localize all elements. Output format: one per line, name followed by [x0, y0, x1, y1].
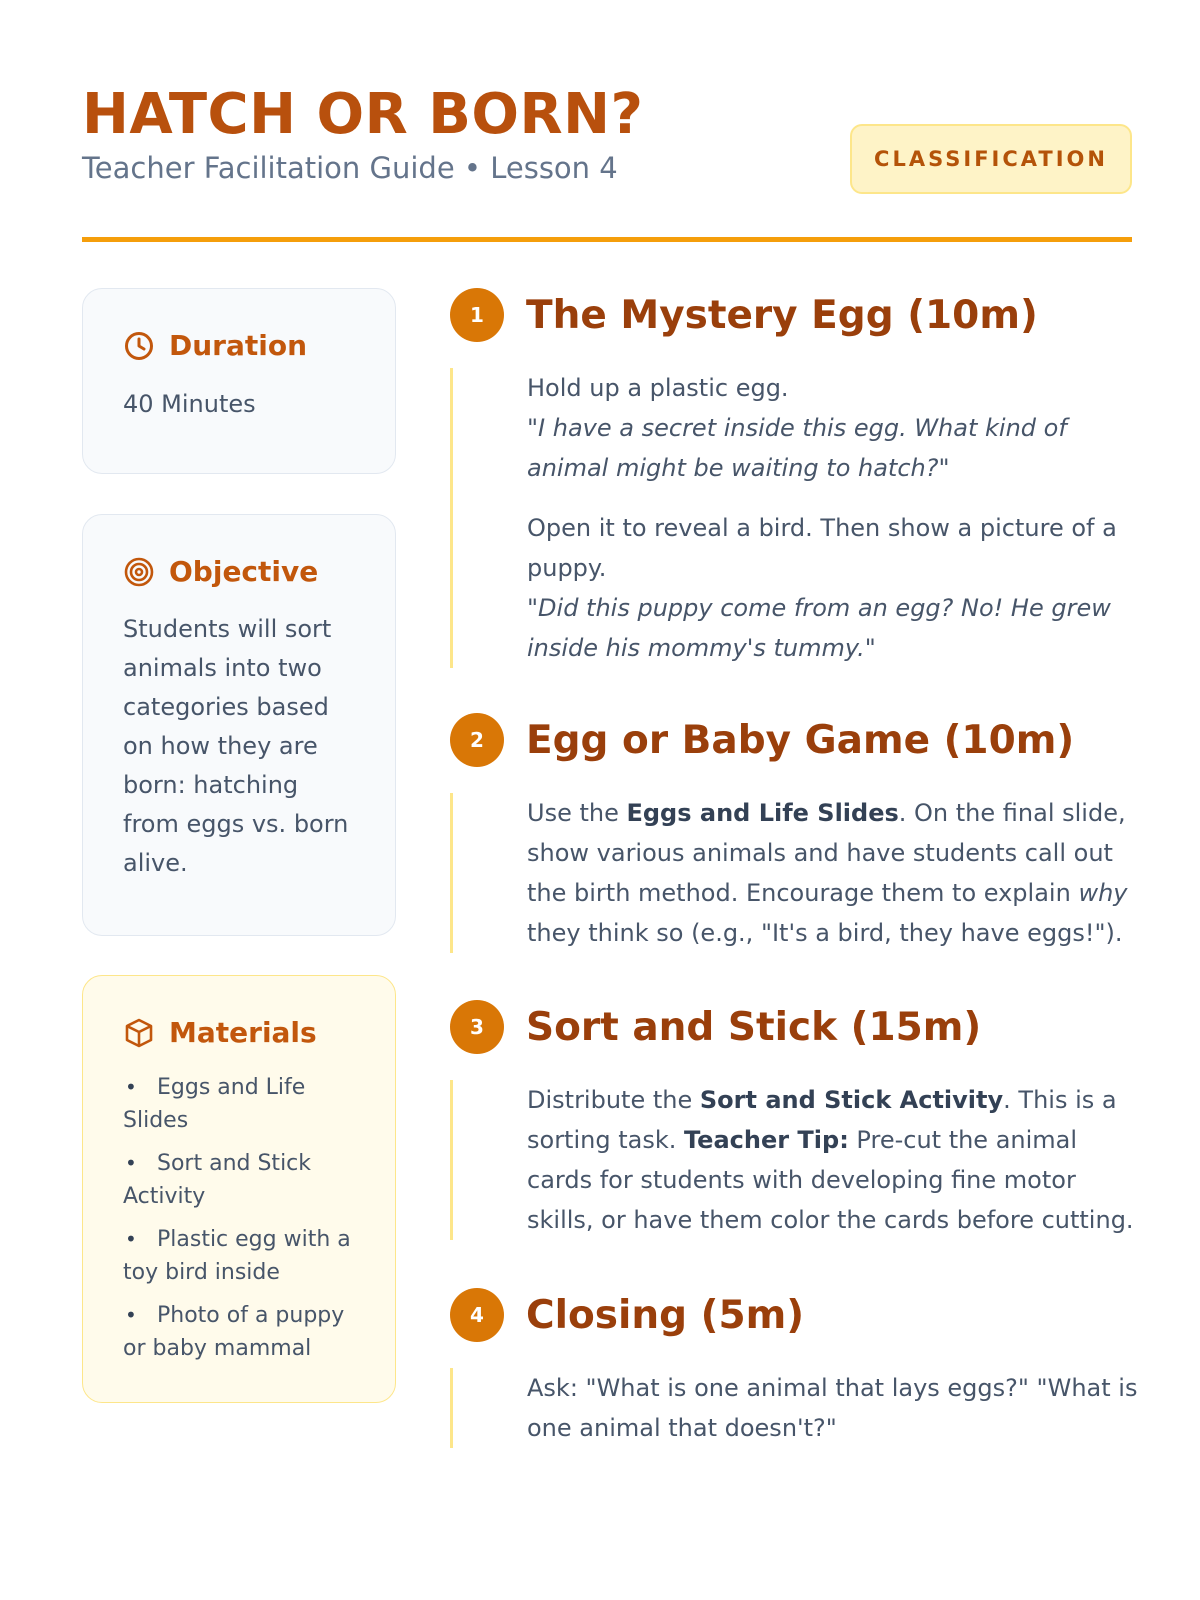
step-body: Distribute the Sort and Stick Activity. This is a sorting task. Teacher Tip: Pre-cut the animal cards for students with developing fine motor skills, or have them color the cards before cutting.	[450, 1080, 1140, 1240]
step-number: 1	[450, 288, 504, 342]
duration-card	[82, 288, 396, 474]
duration-value: 40 Minutes	[123, 390, 256, 418]
step-body: Use the Eggs and Life Slides. On the final slide, show various animals and have students call out the birth method. Encourage them to explain why they think so (e.g., "It's a bird, they have eggs!").	[450, 793, 1140, 953]
list-item: • Plastic egg with a toy bird inside	[123, 1227, 351, 1285]
list-item: • Eggs and Life Slides	[123, 1075, 306, 1133]
step-title: Closing (5m)	[526, 1292, 805, 1338]
step-2	[450, 712, 1140, 953]
step-number: 4	[450, 1288, 504, 1342]
step-body: Hold up a plastic egg. "I have a secret inside this egg. What kind of animal might be waiting to hatch?" Open it to reveal a bird. Then show a picture of a puppy. "Did this puppy come from an egg? No! He grew inside his mommy's tummy."	[450, 368, 1140, 668]
step-3	[450, 999, 1140, 1240]
duration-title: Duration	[169, 329, 308, 362]
step-body: Ask: "What is one animal that lays eggs?" "What is one animal that doesn't?"	[450, 1368, 1140, 1448]
step-title: Sort and Stick (15m)	[526, 1004, 982, 1050]
header-divider	[82, 237, 1132, 242]
box-icon	[123, 1017, 155, 1049]
list-item: • Sort and Stick Activity	[123, 1151, 312, 1209]
target-icon	[123, 556, 155, 588]
step-1	[450, 287, 1140, 668]
objective-text: Students will sort animals into two categories based on how they are born: hatching from eggs vs. born alive.	[123, 615, 349, 877]
step-title: Egg or Baby Game (10m)	[526, 717, 1075, 763]
page-title: HATCH OR BORN?	[82, 82, 644, 147]
objective-card	[82, 514, 396, 936]
category-badge: CLASSIFICATION	[850, 124, 1132, 194]
header	[82, 82, 1132, 242]
page-subtitle: Teacher Facilitation Guide • Lesson 4	[82, 151, 618, 185]
step-number: 2	[450, 713, 504, 767]
materials-card	[82, 975, 396, 1403]
clock-icon	[123, 330, 155, 362]
materials-list	[123, 1071, 355, 1365]
step-number: 3	[450, 1000, 504, 1054]
objective-title: Objective	[169, 555, 319, 588]
materials-title: Materials	[169, 1016, 317, 1049]
list-item: • Photo of a puppy or baby mammal	[123, 1303, 345, 1361]
step-4	[450, 1287, 1140, 1448]
step-title: The Mystery Egg (10m)	[526, 292, 1038, 338]
